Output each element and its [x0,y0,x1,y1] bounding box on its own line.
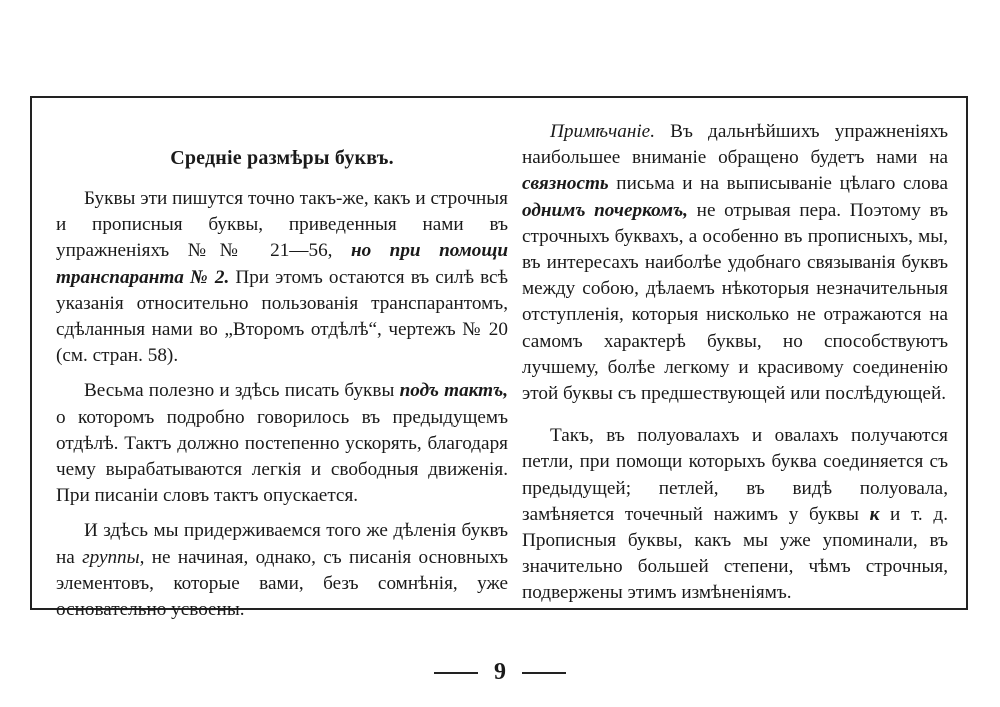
paragraph-1-text-a: Буквы эти пишутся точно такъ-же, какъ и строчныя и прописныя буквы, приведенныя нами въ упражненіяхъ №№ 21—56, [56,188,508,262]
loops-emphasis: к [869,503,880,525]
note-label: Примѣчаніе. [550,121,655,142]
note-emphasis-1: связность [522,173,609,195]
paragraph-2 [56,378,508,509]
note-emphasis-2: однимъ почеркомъ, [522,199,688,221]
paragraph-3-text-a: И здѣсь мы придерживаемся того же дѣленія буквъ на [56,520,508,568]
note-text-b: письма и на выписываніе цѣлаго слова [608,173,948,195]
paragraph-1 [56,186,508,369]
note-text-a: Въ дальнѣйшихъ упражненіяхъ наибольшее вниманіе обращено будетъ нами на [522,121,948,169]
paragraph-1-text-b: При этомъ остаются въ силѣ всѣ указанія относительно пользованія транспарантомъ, сдѣланныя нами во „Второмъ отдѣлѣ“, чертежъ № 20 (см. стран. 58). [56,266,508,367]
loops-paragraph [522,423,948,606]
left-dash [434,672,478,674]
paragraph-2-text-b: о которомъ подробно говорилось въ предыдущемъ отдѣлѣ. Тактъ должно постепенно ускорять, благодаря чему вырабатываются легкія и свободныя движенія. При писаніи словъ тактъ опускается. [56,406,508,507]
loops-text-b: и т. д. Прописныя буквы, какъ мы уже упоминали, въ значительно большей степени, чѣмъ строчныя, подвержены этимъ измѣненіямъ. [522,503,948,604]
paragraph-3-emphasis: группы [82,546,140,568]
paragraph-2-emphasis: подъ тактъ, [399,380,508,402]
section-heading: Средніе размѣры буквъ. [170,147,394,169]
right-dash [522,672,566,674]
page-frame [30,96,968,621]
paragraph-3-text-b: , не начиная, однако, съ писанія основныхъ элементовъ, которые вами, безъ сомнѣнія, уже основательно усвоены. [56,546,508,621]
paragraph-3 [56,518,508,623]
left-column [56,98,508,623]
right-column [522,98,948,607]
note-paragraph [522,119,948,407]
note-text-c: не отрывая пера. Поэтому въ строчныхъ буквахъ, а особенно въ прописныхъ, мы, въ интересахъ наиболѣе удобнаго связыванія буквъ между собою, дѣлаемъ нѣкоторыя незначительныя отступленія, которыя нисколько не отражаются на самомъ характерѣ буквы, но способствуютъ лучшему, болѣе легкому и красивому соединенію этой буквы съ предшествующей или послѣдующей. [522,199,948,405]
loops-text-a: Такъ, въ полуовалахъ и овалахъ получаются петли, при помощи которыхъ буква соединяется съ предыдущей; петлей, въ видѣ полуовала, замѣняется точечный нажимъ у буквы [522,425,948,525]
paragraph-2-text-a: Весьма полезно и здѣсь писать буквы [84,380,400,402]
page-number: 9 [494,659,506,685]
paragraph-1-emphasis: но при помощи транспаранта № 2. [56,240,508,288]
page-footer [0,658,1000,686]
